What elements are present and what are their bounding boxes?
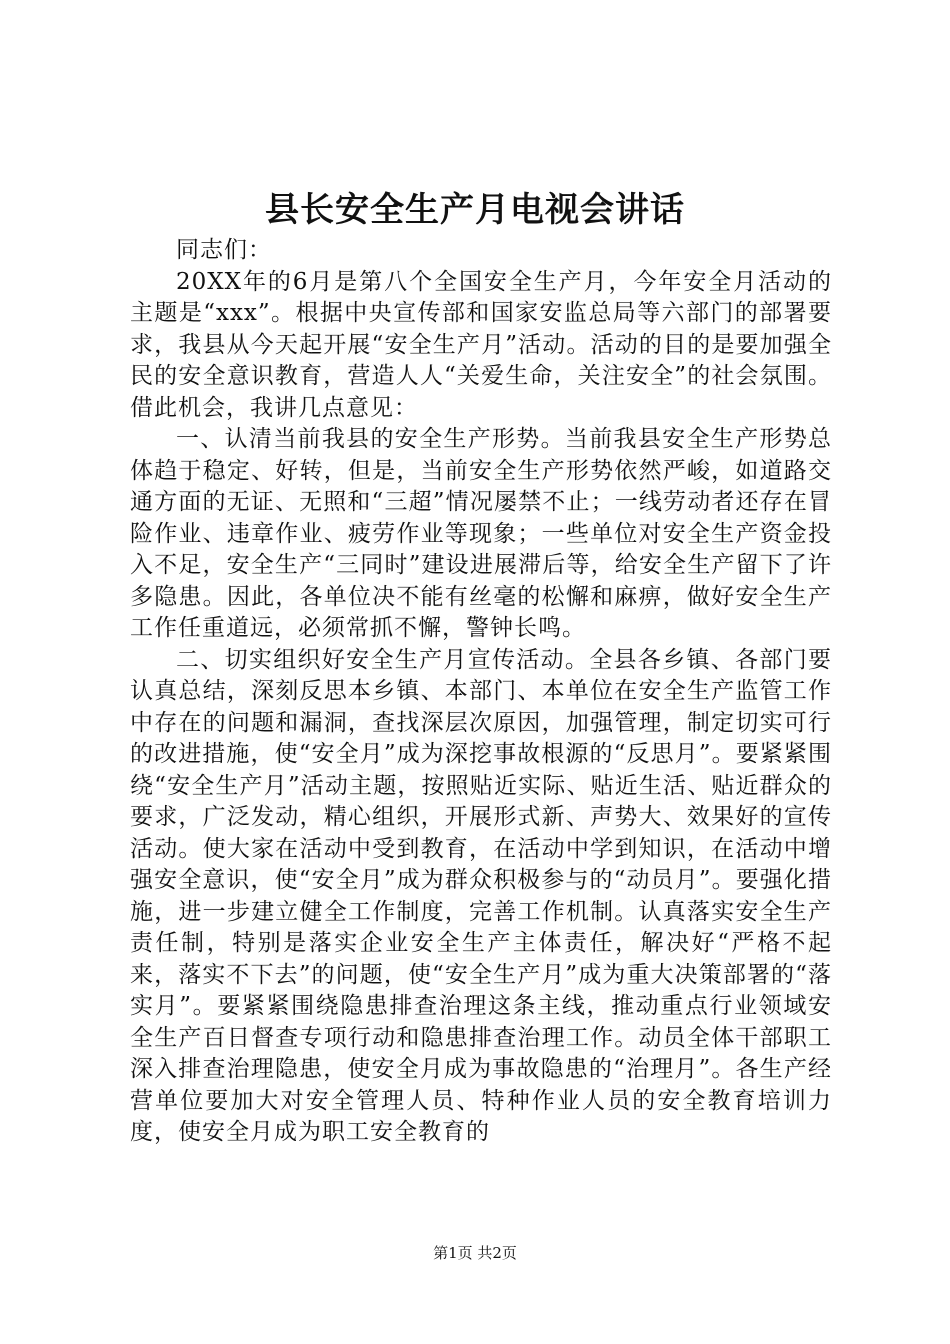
section-one-paragraph: 一、认清当前我县的安全生产形势。当前我县安全生产形势总体趋于稳定、好转，但是，当前安全生产形势依然严峻，如道路交通方面的无证、无照和“三超”情况屡禁不止；一线劳动者还存在冒险作业、违章作业、疲劳作业等现象；一些单位对安全生产资金投入不足，安全生产“三同时”建设进展滞后等，给安全生产留下了许多隐患。因此，各单位决不能有丝毫的松懈和麻痹，做好安全生产工作任重道远，必须常抓不懈，警钟长鸣。: [130, 426, 832, 641]
section-two-paragraph: 二、切实组织好安全生产月宣传活动。全县各乡镇、各部门要认真总结，深刻反思本乡镇、本部门、本单位在安全生产监管工作中存在的问题和漏洞，查找深层次原因，加强管理，制定切实可行的改进措施，使“安全月”成为深挖事故根源的“反思月”。要紧紧围绕“安全生产月”活动主题，按照贴近实际、贴近生活、贴近群众的要求，广泛发动，精心组织，开展形式新、声势大、效果好的宣传活动。使大家在活动中受到教育，在活动中学到知识，在活动中增强安全意识，使“安全月”成为群众积极参与的“动员月”。要强化措施，进一步建立健全工作制度，完善工作机制。认真落实安全生产责任制，特别是落实企业安全生产主体责任，解决好“严格不起来，落实不下去”的问题，使“安全生产月”成为重大决策部署的“落实月”。要紧紧围绕隐患排查治理这条主线，推动重点行业领域安全生产百日督查专项行动和隐患排查治理工作。动员全体干部职工深入排查治理隐患，使安全月成为事故隐患的“治理月”。各生产经营单位要加大对安全管理人员、特种作业人员的安全教育培训力度，使安全月成为职工安全教育的: [130, 646, 832, 1145]
document-body: [130, 235, 832, 1149]
document-title: 县长安全生产月电视会讲话: [265, 190, 685, 230]
intro-paragraph: 20XX年的6月是第八个全国安全生产月，今年安全月活动的主题是“xxx”。根据中央宣传部和国家安监总局等六部门的部署要求，我县从今天起开展“安全生产月”活动。活动的目的是要加强全民的安全意识教育，营造人人“关爱生命，关注安全”的社会氛围。借此机会，我讲几点意见：: [130, 268, 832, 421]
page-number-footer: 第1页 共2页: [433, 1244, 517, 1262]
greeting-paragraph: 同志们：: [176, 237, 272, 263]
